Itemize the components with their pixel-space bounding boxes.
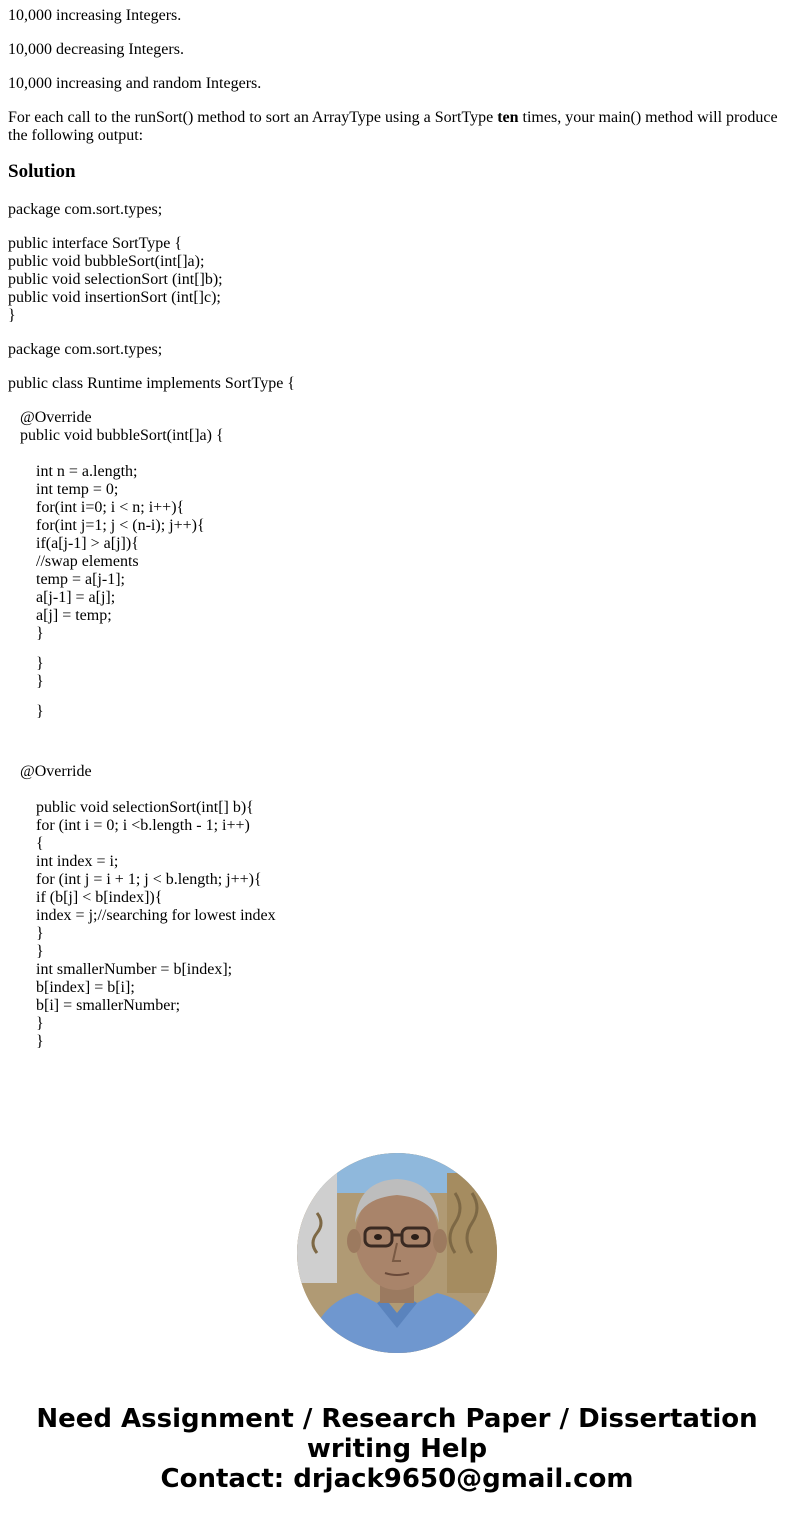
code-line: } — [36, 673, 44, 690]
code-line: int temp = 0; — [36, 481, 119, 498]
promo-line-1: Need Assignment / Research Paper / Dissertation — [36, 1404, 758, 1434]
intro-line-1: 10,000 increasing Integers. — [8, 7, 182, 24]
code-line: for (int j = i + 1; j < b.length; j++){ — [36, 871, 262, 888]
code-line: public void bubbleSort(int[]a); — [8, 253, 205, 270]
bubble-sort-block — [8, 409, 786, 1051]
interface-block — [8, 235, 786, 325]
code-line: for(int i=0; i < n; i++){ — [36, 499, 185, 516]
code-line: } — [36, 1015, 44, 1032]
promo-banner — [0, 1404, 794, 1494]
author-portrait-image — [297, 1153, 497, 1353]
code-line: a[j-1] = a[j]; — [36, 589, 116, 606]
code-line: int smallerNumber = b[index]; — [36, 961, 233, 978]
intro-line-2: 10,000 decreasing Integers. — [8, 41, 184, 58]
code-line: for(int j=1; j < (n-i); j++){ — [36, 517, 205, 534]
code-line: index = j;//searching for lowest index — [36, 907, 276, 924]
code-line: int n = a.length; — [36, 463, 138, 480]
code-line: } — [8, 307, 16, 324]
code-line: public interface SortType { — [8, 235, 183, 252]
code-line: a[j] = temp; — [36, 607, 112, 624]
promo-line-2: writing Help — [306, 1434, 488, 1464]
code-line: } — [36, 703, 44, 720]
bubble-sort-signature: public void bubbleSort(int[]a) { — [20, 427, 224, 444]
package-line-1: package com.sort.types; — [8, 201, 163, 218]
document-body — [8, 7, 786, 1067]
code-line: public void insertionSort (int[]c); — [8, 289, 221, 306]
code-line: { — [36, 835, 44, 852]
intro-text-after: times, your main() method will produce the following output: — [8, 109, 778, 144]
override-annotation: @Override — [20, 763, 92, 780]
code-line: public void selectionSort (int[]b); — [8, 271, 223, 288]
code-line: temp = a[j-1]; — [36, 571, 125, 588]
package-line-2: package com.sort.types; — [8, 341, 163, 358]
intro-bold-word: ten — [497, 109, 519, 126]
code-line: b[index] = b[i]; — [36, 979, 135, 996]
code-line: //swap elements — [36, 553, 139, 570]
code-line: } — [36, 925, 44, 942]
solution-heading: Solution — [8, 161, 76, 182]
code-line: public void selectionSort(int[] b){ — [36, 799, 254, 816]
code-line: b[i] = smallerNumber; — [36, 997, 181, 1014]
code-line: if (b[j] < b[index]){ — [36, 889, 163, 906]
code-line: } — [36, 625, 44, 642]
code-line: for (int i = 0; i <b.length - 1; i++) — [36, 817, 250, 834]
code-line: if(a[j-1] > a[j]){ — [36, 535, 139, 552]
intro-paragraph — [8, 109, 786, 145]
override-annotation: @Override — [20, 409, 92, 426]
class-declaration: public class Runtime implements SortType { — [8, 375, 295, 392]
code-line: int index = i; — [36, 853, 119, 870]
code-line: } — [36, 943, 44, 960]
promo-contact: Contact: drjack9650@gmail.com — [160, 1464, 634, 1494]
intro-line-3: 10,000 increasing and random Integers. — [8, 75, 262, 92]
code-line: } — [36, 1033, 44, 1050]
author-avatar — [297, 1153, 497, 1353]
code-line: } — [36, 655, 44, 672]
intro-text-before: For each call to the runSort() method to sort an ArrayType using a SortType — [8, 109, 498, 126]
